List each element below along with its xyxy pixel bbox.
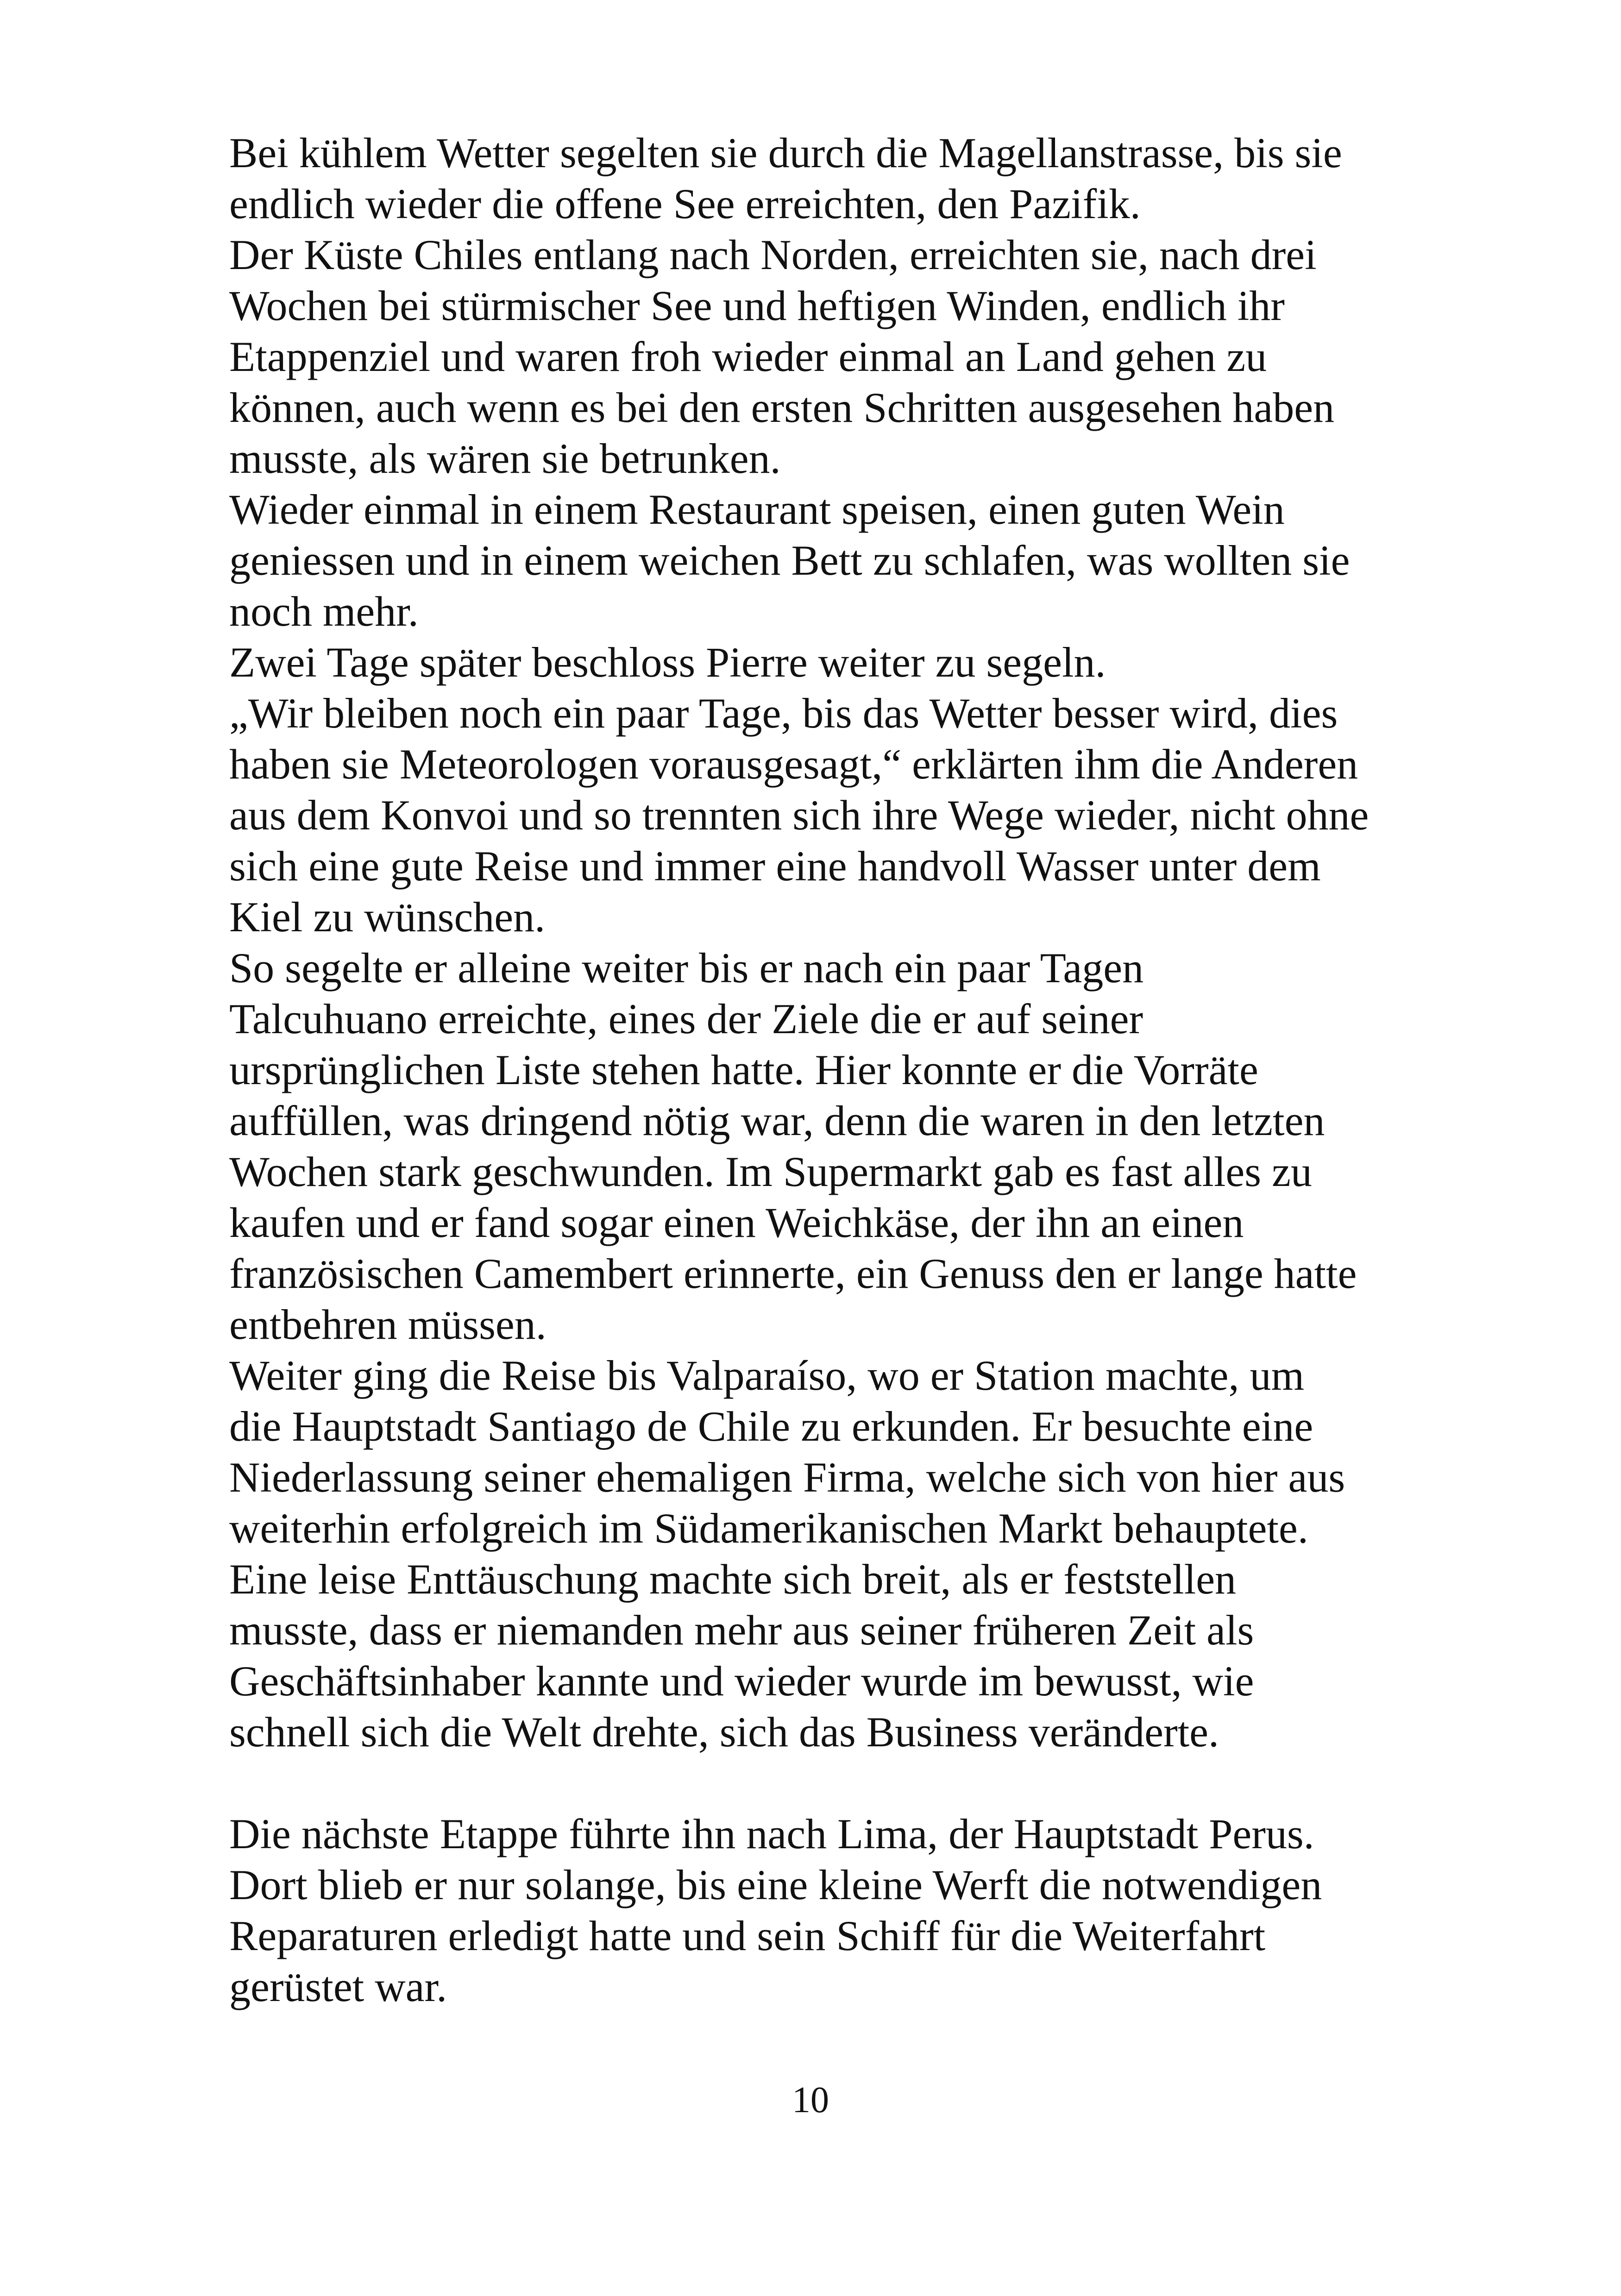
text-line: Geschäftsinhaber kannte und wieder wurde im bewusst, wie [229,1657,1254,1705]
text-line: haben sie Meteorologen vorausgesagt,“ erklärten ihm die Anderen [229,740,1358,788]
text-line: Wieder einmal in einem Restaurant speisen, einen guten Wein [229,486,1285,533]
text-line: sich eine gute Reise und immer eine handvoll Wasser unter dem [229,842,1321,890]
text-line: Eine leise Enttäuschung machte sich breit, als er feststellen [229,1556,1237,1603]
text-line: Reparaturen erledigt hatte und sein Schiff für die Weiterfahrt [229,1912,1266,1959]
text-line: Wochen bei stürmischer See und heftigen Winden, endlich ihr [229,282,1285,329]
text-line: Niederlassung seiner ehemaligen Firma, welche sich von hier aus [229,1454,1345,1501]
text-line: Kiel zu wünschen. [229,893,546,941]
text-line: geniessen und in einem weichen Bett zu schlafen, was wollten sie [229,537,1350,584]
text-line: entbehren müssen. [229,1301,547,1348]
text-line: Weiter ging die Reise bis Valparaíso, wo er Station machte, um [229,1352,1305,1399]
text-line: kaufen und er fand sogar einen Weichkäse, der ihn an einen [229,1199,1244,1246]
text-line: Talcuhuano erreichte, eines der Ziele die er auf seiner [229,995,1143,1042]
text-line: die Hauptstadt Santiago de Chile zu erkunden. Er besuchte eine [229,1403,1313,1450]
text-line: aus dem Konvoi und so trennten sich ihre Wege wieder, nicht ohne [229,791,1369,839]
paragraph-4 [185,637,1454,688]
text-line: noch mehr. [229,588,419,635]
text-line: musste, als wären sie betrunken. [229,435,781,482]
text-line: Zwei Tage später beschloss Pierre weiter zu segeln. [229,639,1106,686]
paragraph-3 [185,484,1454,637]
paragraph-6 [185,942,1454,1350]
text-line: gerüstet war. [229,1963,447,2010]
text-line: ursprünglichen Liste stehen hatte. Hier konnte er die Vorräte [229,1046,1258,1093]
page-number: 10 [792,2080,829,2120]
text-line: So segelte er alleine weiter bis er nach ein paar Tagen [229,944,1144,991]
text-line: Der Küste Chiles entlang nach Norden, erreichten sie, nach drei [229,231,1317,278]
paragraph-2 [185,229,1454,484]
text-line: Etappenziel und waren froh wieder einmal an Land gehen zu [229,333,1267,380]
text-line: können, auch wenn es bei den ersten Schritten ausgesehen haben [229,384,1335,431]
text-line: schnell sich die Welt drehte, sich das Business veränderte. [229,1708,1219,1756]
paragraph-8 [185,1554,1454,1757]
text-line: endlich wieder die offene See erreichten, den Pazifik. [229,180,1141,227]
text-line: Bei kühlem Wetter segelten sie durch die Magellanstrasse, bis sie [229,129,1342,176]
text-line: auffüllen, was dringend nötig war, denn die waren in den letzten [229,1097,1325,1144]
paragraph-7 [185,1350,1454,1554]
text-line: Die nächste Etappe führte ihn nach Lima, der Hauptstadt Perus. [229,1810,1314,1857]
text-line: französischen Camembert erinnerte, ein Genuss den er lange hatte [229,1250,1357,1297]
text-line: weiterhin erfolgreich im Südamerikanischen Markt behauptete. [229,1505,1308,1552]
paragraph-1 [185,127,1454,229]
paragraph-9 [185,1808,1454,2012]
text-line: Dort blieb er nur solange, bis eine kleine Werft die notwendigen [229,1861,1322,1908]
text-line: musste, dass er niemanden mehr aus seiner früheren Zeit als [229,1606,1254,1654]
text-line: „Wir bleiben noch ein paar Tage, bis das Wetter besser wird, dies [229,690,1338,737]
body-text [185,127,1454,2012]
paragraph-5 [185,688,1454,942]
text-line: Wochen stark geschwunden. Im Supermarkt gab es fast alles zu [229,1148,1312,1195]
